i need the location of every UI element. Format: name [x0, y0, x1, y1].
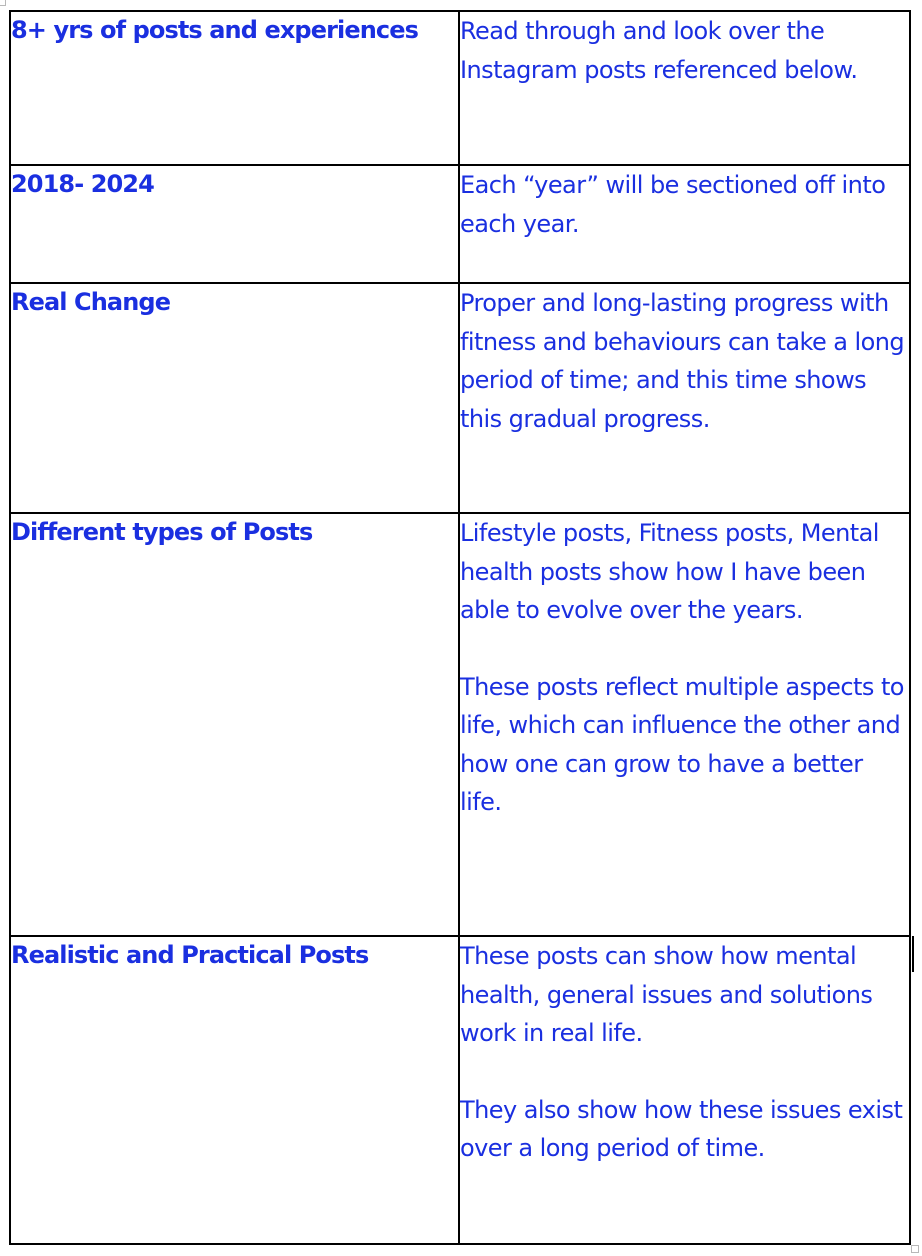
table-cell-label[interactable]	[10, 11, 459, 165]
row-label: 2018- 2024	[11, 170, 154, 198]
table-cell-description[interactable]	[459, 283, 910, 513]
row-label: Realistic and Practical Posts	[11, 941, 369, 969]
table-row	[10, 513, 910, 936]
table-cell-description[interactable]	[459, 165, 910, 283]
row-description: Read through and look over the Instagram posts referenced below.	[459, 17, 858, 84]
table-row	[10, 936, 910, 1244]
table-cell-label[interactable]	[10, 936, 459, 1244]
row-description: Lifestyle posts, Fitness posts, Mental health posts show how I have been able to evolve over the years.	[459, 519, 879, 624]
row-label: 8+ yrs of posts and experiences	[11, 16, 418, 44]
row-description: Proper and long-lasting progress with fitness and behaviours can take a long period of time; and this time shows this gradual progress.	[459, 289, 905, 433]
table-move-handle-top-left[interactable]	[0, 0, 6, 6]
row-description: Each “year” will be sectioned off into each year.	[459, 171, 886, 238]
table-cell-description[interactable]	[459, 936, 910, 1244]
row-description: These posts can show how mental health, general issues and solutions work in real life.	[459, 942, 873, 1047]
table-cell-description[interactable]	[459, 513, 910, 936]
table-resize-handle-bottom-right[interactable]	[911, 1245, 919, 1253]
row-description-second: These posts reflect multiple aspects to life, which can influence the other and how one can grow to have a better life.	[459, 672, 904, 816]
text-cursor	[912, 936, 914, 972]
table-row	[10, 11, 910, 165]
table-row	[10, 283, 910, 513]
row-description-second: They also show how these issues exist over a long period of time.	[459, 1095, 903, 1162]
row-label: Different types of Posts	[11, 518, 313, 546]
table-cell-label[interactable]	[10, 283, 459, 513]
table-cell-label[interactable]	[10, 513, 459, 936]
content-table	[9, 10, 911, 1245]
row-label: Real Change	[11, 288, 171, 316]
table-row	[10, 165, 910, 283]
table-cell-description[interactable]	[459, 11, 910, 165]
table-cell-label[interactable]	[10, 165, 459, 283]
